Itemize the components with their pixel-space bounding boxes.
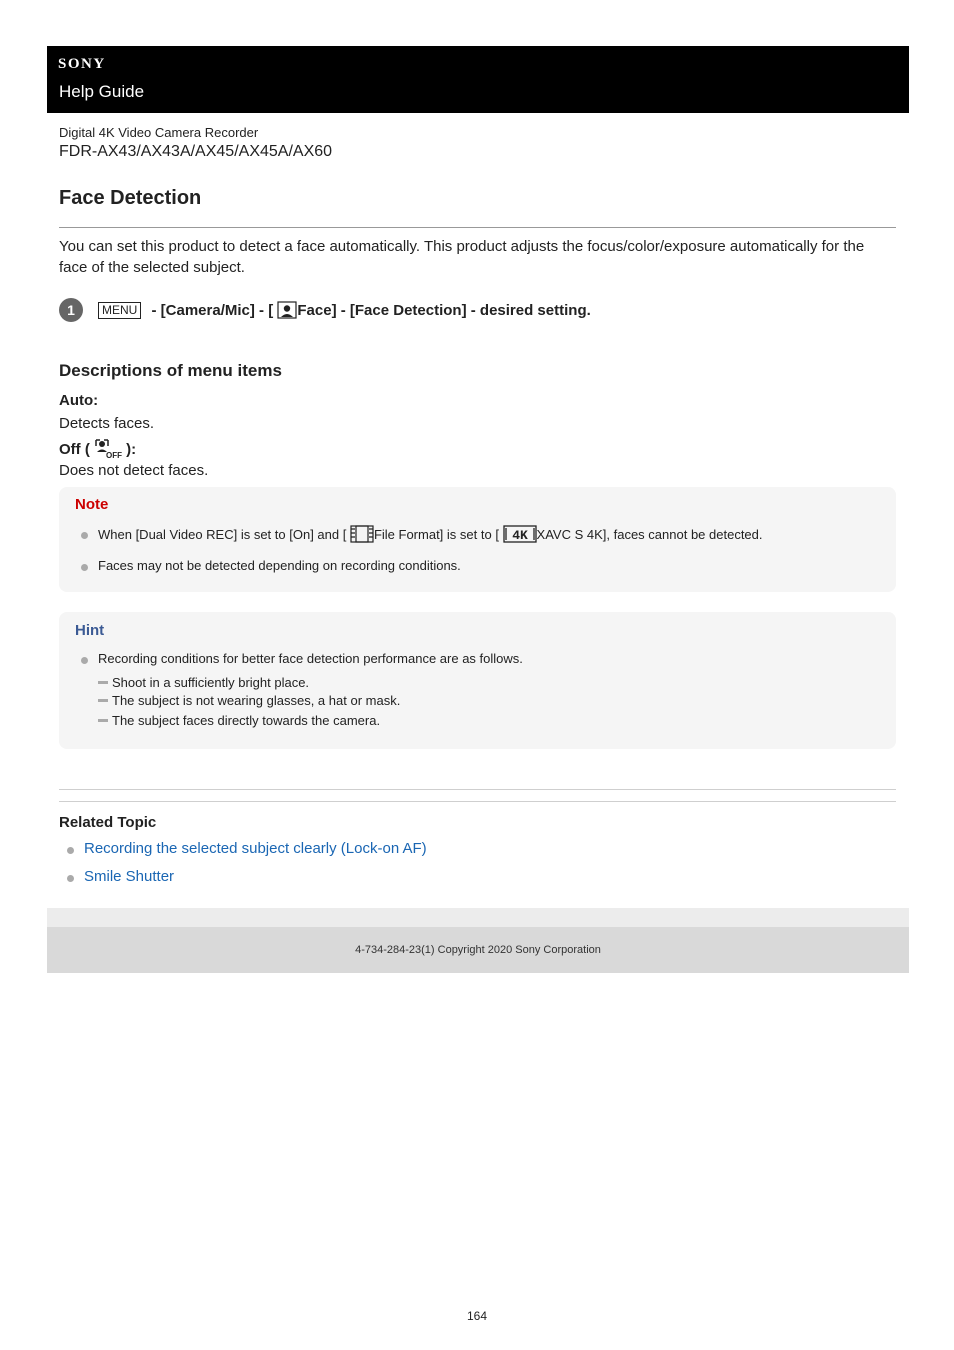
section-divider <box>59 789 896 790</box>
dash-icon <box>98 699 108 702</box>
step-instruction <box>98 301 591 319</box>
bullet-icon <box>81 532 88 539</box>
note-box <box>59 487 896 592</box>
header-bar <box>47 46 909 113</box>
auto-description: Detects faces. <box>59 415 155 432</box>
step-1 <box>59 297 591 323</box>
page-number: 164 <box>466 1309 488 1323</box>
page-title: Face Detection <box>59 187 202 209</box>
step-text-part-1: - [Camera/Mic] - [ <box>147 301 278 319</box>
sony-logo: SONY <box>58 56 106 72</box>
face-off-icon <box>94 438 122 460</box>
hint-item-1-text: Recording conditions for better face detection performance are as follows. <box>98 651 523 666</box>
dash-icon <box>98 719 108 722</box>
hint-title: Hint <box>75 622 105 639</box>
product-type: Digital 4K Video Camera Recorder <box>59 125 259 140</box>
step-text-part-2: Face] - [Face Detection] - desired setting. <box>297 301 591 319</box>
hint-box <box>59 612 896 749</box>
footer <box>47 927 909 973</box>
note-title: Note <box>75 496 109 513</box>
off-label-prefix: Off ( <box>59 440 94 458</box>
section-divider <box>59 801 896 802</box>
off-description: Does not detect faces. <box>59 462 209 479</box>
descriptions-heading: Descriptions of menu items <box>59 361 282 380</box>
dash-icon <box>98 681 108 684</box>
related-topic-heading: Related Topic <box>59 814 157 831</box>
product-model: FDR-AX43/AX43A/AX45/AX45A/AX60 <box>59 143 333 160</box>
bullet-icon <box>81 564 88 571</box>
hint-subitem <box>98 693 400 708</box>
bullet-icon <box>67 875 74 882</box>
note-item-1-text-c: XAVC S 4K], faces cannot be detected. <box>536 526 763 542</box>
hint-subitem-text: Shoot in a sufficiently bright place. <box>112 675 310 690</box>
xavc-4k-icon <box>503 525 537 543</box>
related-link-row <box>67 840 427 857</box>
note-item-1 <box>81 525 763 543</box>
face-icon <box>277 301 297 319</box>
xavc-4k-icon-text: 4K <box>511 528 528 543</box>
hint-subitem-text: The subject faces directly towards the camera. <box>112 713 381 728</box>
hint-subitem <box>98 713 380 728</box>
face-off-icon-text: OFF <box>106 451 122 460</box>
intro-paragraph: You can set this product to detect a face automatically. This product adjusts the focus/color/exposure automatically for the face of the selected subject. <box>59 238 865 276</box>
note-item-1-text-a: When [Dual Video REC] is set to [On] and [ <box>98 526 350 542</box>
off-label <box>59 438 136 460</box>
film-icon <box>350 525 374 543</box>
help-guide-title[interactable]: Help Guide <box>59 82 145 101</box>
bullet-icon <box>81 657 88 664</box>
note-item-2 <box>81 558 461 573</box>
note-item-2-text: Faces may not be detected depending on recording conditions. <box>98 558 461 573</box>
hint-subitem-text: The subject is not wearing glasses, a hat or mask. <box>112 693 401 708</box>
related-link-lock-on-af[interactable]: Recording the selected subject clearly (Lock-on AF) <box>84 840 427 857</box>
auto-label: Auto: <box>59 392 99 409</box>
step-number-badge: 1 <box>59 298 83 322</box>
footer-top-band <box>47 908 909 927</box>
hint-item-1 <box>81 651 523 666</box>
menu-key-icon: MENU <box>98 302 141 319</box>
note-item-1-text-b: File Format] is set to [ <box>373 526 503 542</box>
related-link-row <box>67 868 174 885</box>
title-divider <box>59 227 896 228</box>
related-link-smile-shutter[interactable]: Smile Shutter <box>84 868 175 885</box>
bullet-icon <box>67 847 74 854</box>
off-label-suffix: ): <box>122 440 137 458</box>
hint-subitem <box>98 675 309 690</box>
copyright-text: 4-734-284-23(1) Copyright 2020 Sony Corporation <box>355 944 601 956</box>
